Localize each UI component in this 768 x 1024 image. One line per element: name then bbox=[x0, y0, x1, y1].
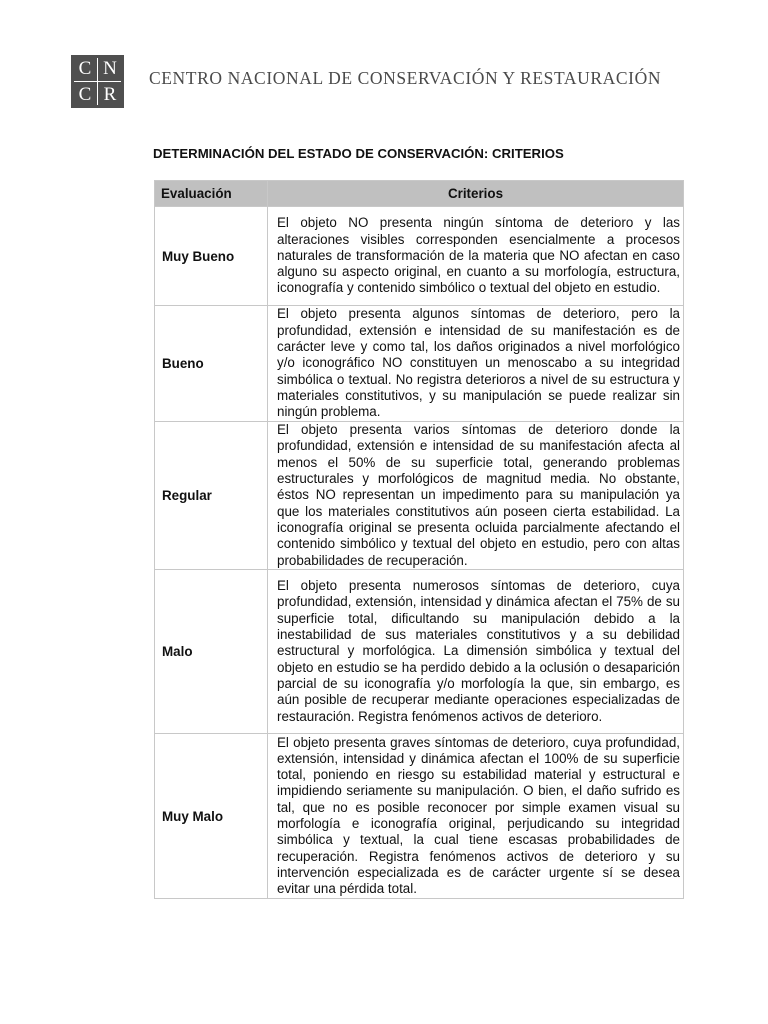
criteria-table bbox=[154, 180, 684, 899]
evaluation-cell: Muy Malo bbox=[155, 734, 268, 899]
criteria-cell: El objeto presenta graves síntomas de deterioro, cuya profundidad, extensión, intensidad y dinámica afectan el 100% de su superficie total, poniendo en riesgo su estabilidad material y estructural e impidiendo seriamente su manipulación. O bien, el daño sufrido es tal, que no es posible reconocer por simple examen visual su morfología e iconografía original, perjudicando su integridad simbólica y textual, la cual tiene escasas probabilidades de recuperación. Registra fenómenos activos de deterioro y su intervención especializada es de carácter urgente sí se desea evitar una pérdida total. bbox=[268, 734, 684, 899]
logo-letter-c1: C bbox=[78, 58, 92, 79]
column-header-criterios: Criterios bbox=[268, 181, 684, 207]
table-header-row bbox=[155, 181, 684, 207]
document-title: DETERMINACIÓN DEL ESTADO DE CONSERVACIÓN: CRITERIOS bbox=[153, 146, 564, 161]
logo-letter-r: R bbox=[103, 84, 117, 105]
logo-letter-n: N bbox=[103, 58, 117, 79]
cncr-logo-icon bbox=[71, 55, 124, 108]
evaluation-cell: Regular bbox=[155, 422, 268, 570]
logo-divider-horizontal bbox=[74, 81, 121, 82]
evaluation-cell: Malo bbox=[155, 570, 268, 734]
organization-name: CENTRO NACIONAL DE CONSERVACIÓN Y RESTAURACIÓN bbox=[149, 68, 662, 88]
criteria-cell: El objeto presenta varios síntomas de deterioro donde la profundidad, extensión e intensidad de su manifestación afecta al menos el 50% de su superficie total, generando problemas estructurales y morfológicos de magnitud media. No obstante, éstos NO representan un impedimento para su manipulación ya que los materiales constitutivos aún poseen cierta estabilidad. La iconografía original se presenta ocluida parcialmente afectando el contenido simbólico y textual del objeto en estudio, pero con altas probabilidades de recuperación. bbox=[268, 422, 684, 570]
table-row bbox=[155, 570, 684, 734]
criteria-cell: El objeto presenta algunos síntomas de deterioro, pero la profundidad, extensión e intensidad de su manifestación es de carácter leve y como tal, los daños originados a nivel morfológico y/o iconográfico NO constituyen un menoscabo a su integridad simbólica o textual. No registra deterioros a nivel de su estructura y materiales constitutivos, y su manipulación se puede realizar sin ningún problema. bbox=[268, 306, 684, 422]
evaluation-cell: Muy Bueno bbox=[155, 207, 268, 306]
table-row bbox=[155, 422, 684, 570]
logo-letter-c2: C bbox=[78, 84, 92, 105]
evaluation-cell: Bueno bbox=[155, 306, 268, 422]
criteria-cell: El objeto presenta numerosos síntomas de deterioro, cuya profundidad, extensión, intensidad y dinámica afectan el 75% de su superficie total, dificultando su manipulación debido a la inestabilidad de sus materiales constitutivos y a su debilidad estructural y morfológica. La dimensión simbólica y textual del objeto en estudio se ha perdido debido a la oclusión o desaparición parcial de su iconografía y/o morfología la que, sin embargo, es aún posible de recuperar mediante operaciones especializadas de restauración. Registra fenómenos activos de deterioro. bbox=[268, 570, 684, 734]
column-header-evaluacion: Evaluación bbox=[155, 181, 268, 207]
table-row bbox=[155, 734, 684, 899]
table-row bbox=[155, 306, 684, 422]
table-row bbox=[155, 207, 684, 306]
criteria-cell: El objeto NO presenta ningún síntoma de deterioro y las alteraciones visibles corresponden esencialmente a procesos naturales de transformación de la materia que NO afectan en caso alguno su aspecto original, en cuanto a su morfología, estructura, iconografía y contenido simbólico o textual del objeto en estudio. bbox=[268, 207, 684, 306]
